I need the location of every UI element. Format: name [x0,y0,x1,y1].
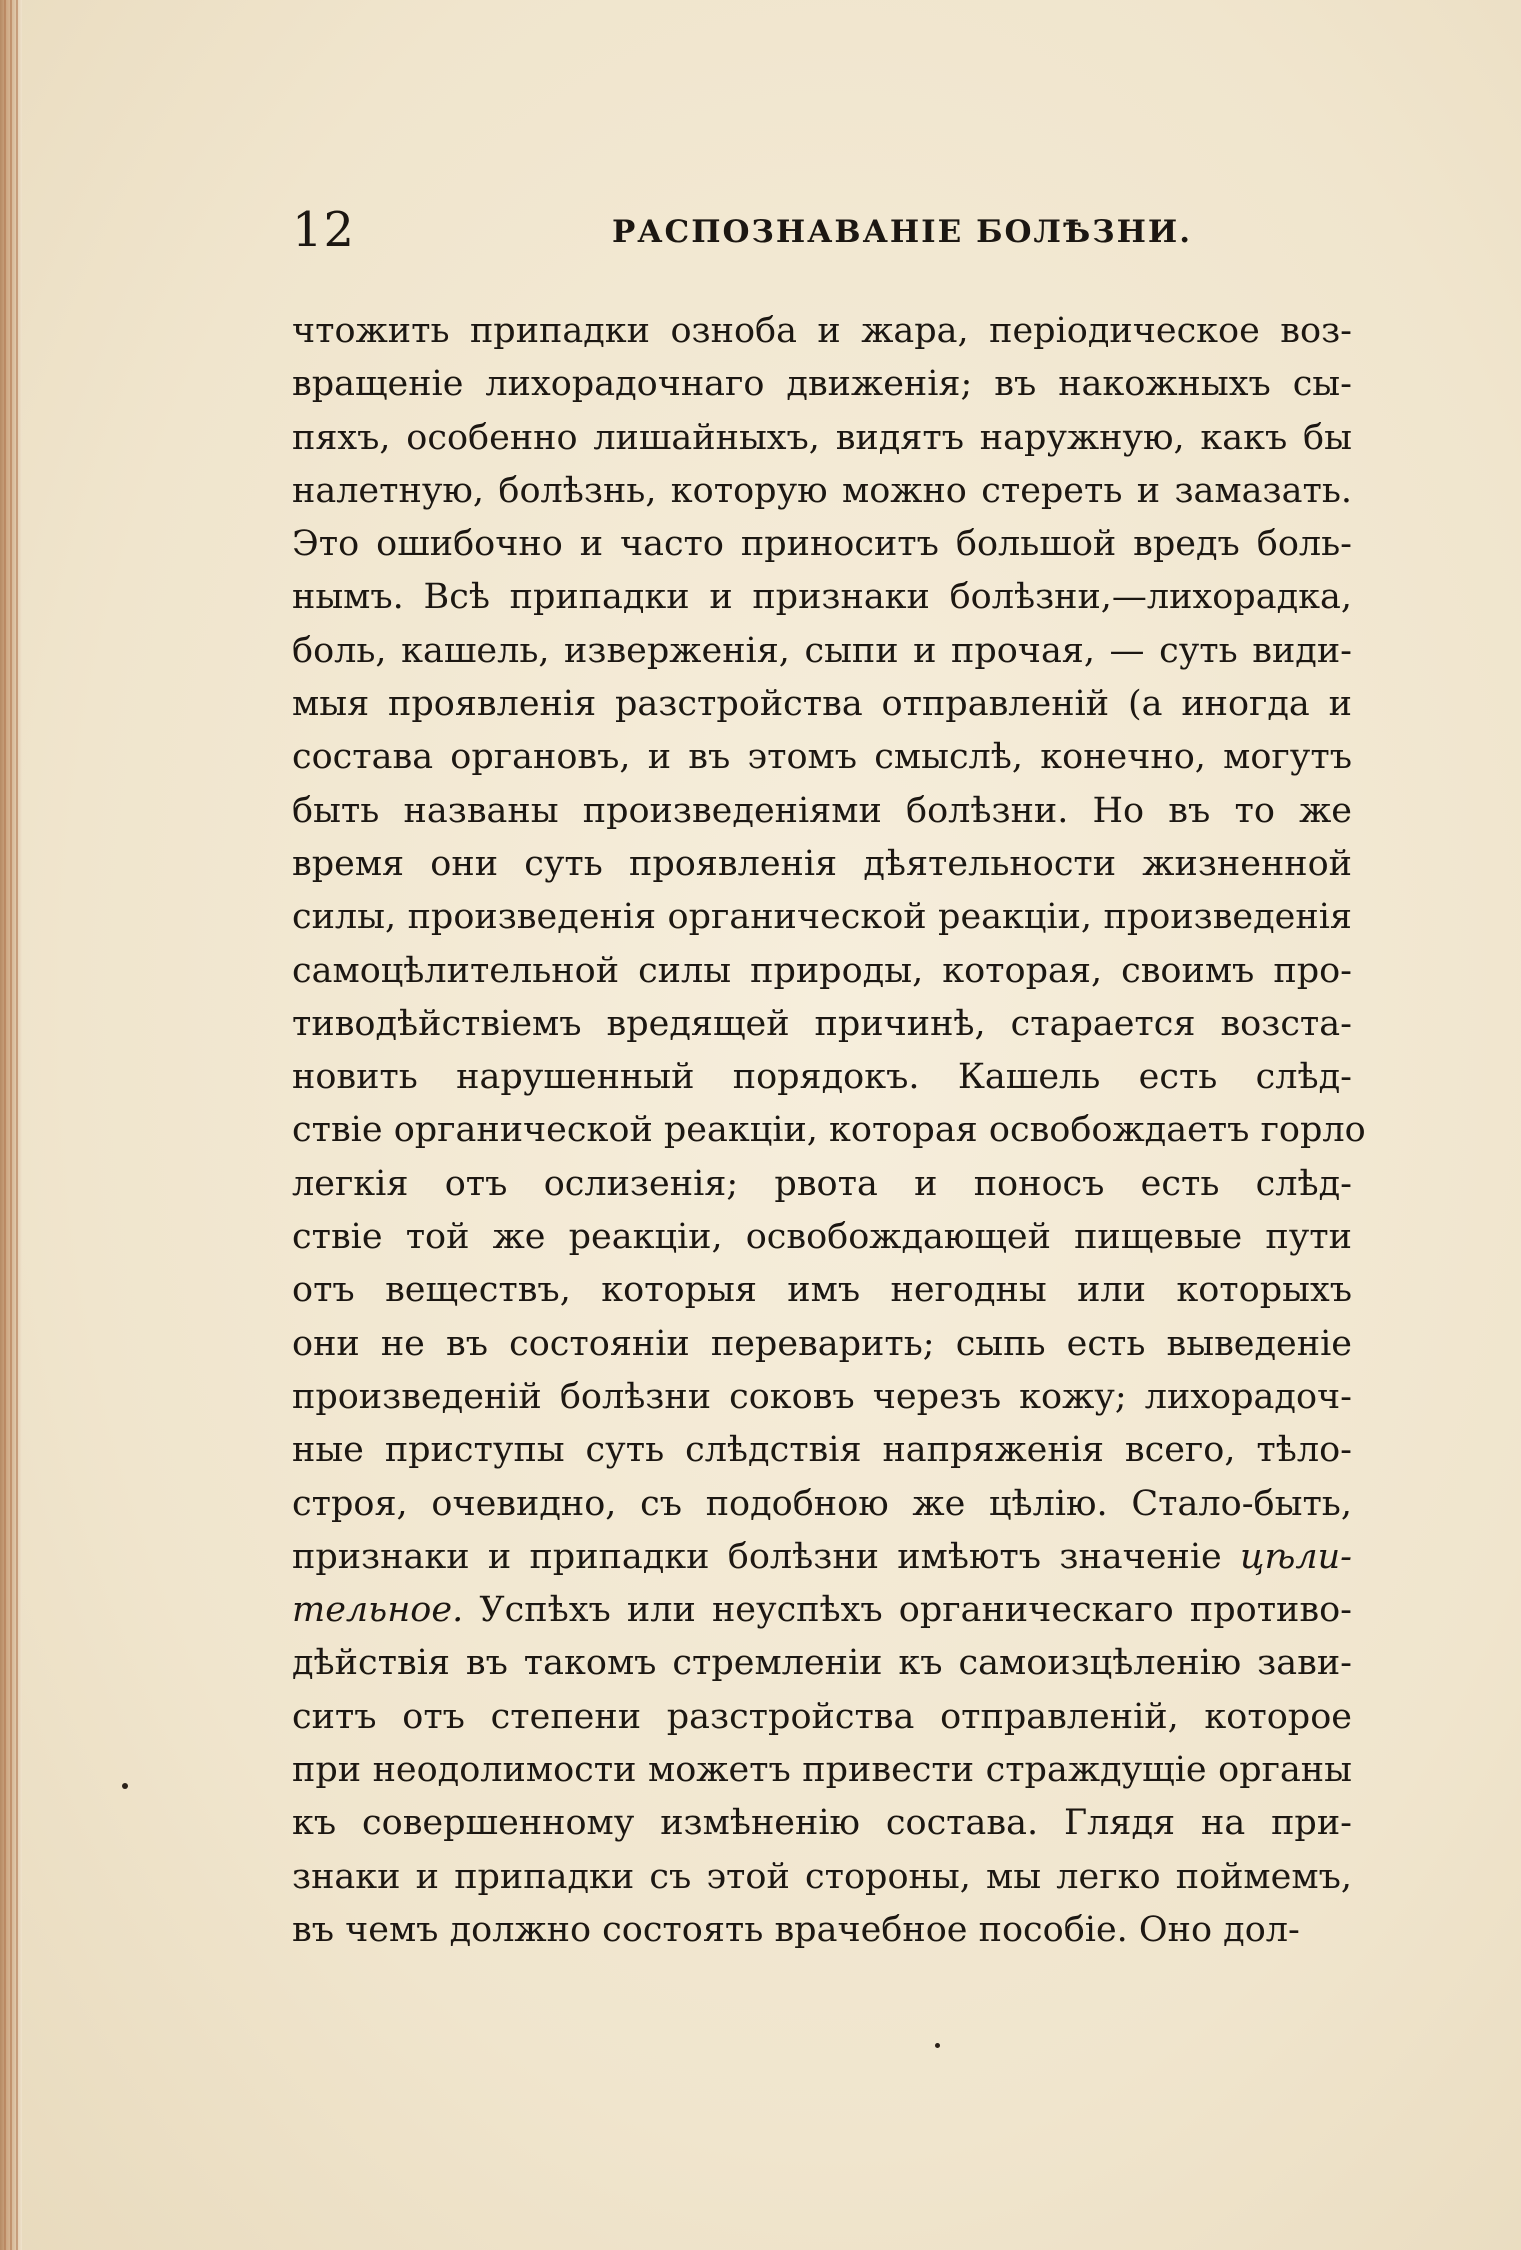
text-line-segment: боль, кашель, изверженія, сыпи и прочая, — суть види- [292,630,1352,671]
text-line-segment: признаки и припадки болѣзни имѣютъ значеніе [292,1536,1241,1577]
text-line [292,1744,1352,1797]
text-line-segment: силы, произведенія органической реакціи, произведенія [292,897,1352,938]
text-line [292,1904,1352,1957]
text-line [292,358,1352,411]
text-line-segment: новить нарушенный порядокъ. Кашель есть слѣд- [292,1057,1352,1098]
text-line-segment: къ совершенному измѣненію состава. Глядя на при- [292,1803,1352,1844]
text-line-segment: быть названы произведеніями болѣзни. Но въ то же [292,790,1352,831]
text-line-segment: вращеніе лихорадочнаго движенія; въ накожныхъ сы- [292,364,1352,405]
text-line [292,1797,1352,1850]
text-line [292,518,1352,571]
spine-line [16,0,18,2250]
spine-line [4,0,6,2250]
text-line [292,1211,1352,1264]
text-line [292,1158,1352,1211]
text-line-segment: отъ веществъ, которыя имъ негодны или которыхъ [292,1270,1352,1311]
text-line [292,1104,1366,1157]
text-line [292,678,1352,731]
text-line [292,891,1352,944]
text-line-segment: тиводѣйствіемъ вредящей причинѣ, старается возста- [292,1003,1352,1044]
text-line [292,785,1352,838]
text-line [292,1584,1352,1637]
text-line [292,1424,1352,1477]
text-line [292,838,1352,891]
text-line [292,1691,1352,1744]
text-line-segment: въ чемъ должно состоять врачебное пособіе. Оно дол- [292,1909,1300,1950]
text-line [292,998,1352,1051]
page-number: 12 [292,202,356,258]
text-line [292,1264,1352,1317]
running-title: РАСПОЗНАВАНІЕ БОЛѢЗНИ. [612,214,1192,250]
text-line-segment: строя, очевидно, съ подобною же цѣлію. Стало-быть, [292,1483,1352,1524]
text-line [292,731,1352,784]
text-line [292,1371,1352,1424]
text-line [292,412,1352,465]
text-line [292,1851,1352,1904]
text-line-segment: ситъ отъ степени разстройства отправленій, которое [292,1696,1352,1737]
text-line-segment: Это ошибочно и часто приноситъ большой вредъ боль- [292,524,1352,565]
text-line-segment: дѣйствія въ такомъ стремленіи къ самоизцѣленію зави- [292,1643,1352,1684]
text-line-segment: произведеній болѣзни соковъ черезъ кожу; лихорадоч- [292,1376,1352,1417]
text-line-segment: знаки и припадки съ этой стороны, мы легко поймемъ, [292,1856,1352,1897]
text-line [292,1531,1352,1584]
text-line [292,1051,1352,1104]
text-line-segment: цѣли- [1240,1536,1352,1577]
text-line-segment: они не въ состояніи переварить; сыпь есть выведеніе [292,1323,1352,1364]
text-line-segment: мыя проявленія разстройства отправленій (а иногда и [292,684,1352,725]
text-line-segment: налетную, болѣзнь, которую можно стереть и замазать. [292,470,1352,511]
text-line [292,1318,1352,1371]
text-line-segment: чтожить припадки озноба и жара, періодическое воз- [292,311,1352,351]
page-header [292,200,1352,270]
ink-speck [935,2043,940,2048]
text-line [292,465,1352,518]
text-line-segment: ные приступы суть слѣдствія напряженія всего, тѣло- [292,1430,1352,1471]
ink-speck [122,1783,128,1789]
text-line-segment: при неодолимости можетъ привести страждущіе органы [292,1750,1352,1791]
text-line-segment: Успѣхъ или неуспѣхъ органическаго противо- [463,1590,1352,1631]
text-line-segment: пяхъ, особенно лишайныхъ, видятъ наружную, какъ бы [292,417,1352,458]
spine-line [10,0,12,2250]
body-text [292,305,1366,1957]
text-line [292,625,1352,678]
text-line-segment: самоцѣлительной силы природы, которая, своимъ про- [292,950,1352,991]
text-line [292,1478,1352,1531]
text-line-segment: нымъ. Всѣ припадки и признаки болѣзни,—лихорадка, [292,577,1352,618]
text-line-segment: ствіе той же реакціи, освобождающей пищевые пути [292,1217,1352,1258]
text-line-segment: тельное. [292,1590,464,1631]
text-line-segment: ствіе органической реакціи, которая освобождаетъ горло [292,1110,1366,1151]
text-line [292,571,1352,624]
text-line-segment: время они суть проявленія дѣятельности жизненной [292,843,1352,884]
text-line-segment: состава органовъ, и въ этомъ смыслѣ, конечно, могутъ [292,737,1352,778]
text-line-segment: легкія отъ ослизенія; рвота и поносъ есть слѣд- [292,1163,1352,1204]
text-line [292,945,1352,998]
text-line [292,305,1352,358]
text-line [292,1637,1352,1690]
